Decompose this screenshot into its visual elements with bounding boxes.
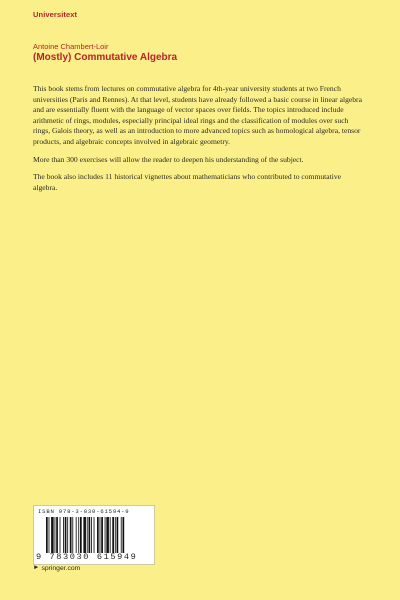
book-title: (Mostly) Commutative Algebra: [33, 52, 178, 63]
publisher-link[interactable]: [33, 565, 80, 572]
book-description: [33, 84, 365, 200]
barcode-bars: [46, 517, 148, 553]
arrow-icon: ►: [33, 564, 40, 572]
author-name: Antoine Chambert-Loir: [33, 42, 109, 51]
isbn-barcode: [33, 505, 155, 565]
description-paragraph: This book stems from lectures on commutative algebra for 4th-year university students at two French universities (Paris and Rennes). At that level, students have already followed a basic course in linear algebra and are essentially fluent with the language of vector spaces over fields. The topics introduced include arithmetic of rings, modules, especially principal ideal rings and the classification of modules over such rings, Galois theory, as well as an introduction to more advanced topics such as homological algebra, tensor products, and algebraic concepts involved in algebraic geometry.: [33, 84, 362, 146]
series-name: Universitext: [33, 10, 78, 19]
ean-digits: 9 783030 615949: [36, 552, 138, 562]
isbn-text: ISBN 978-3-030-61594-9: [38, 508, 130, 515]
description-paragraph: More than 300 exercises will allow the reader to deepen his understanding of the subject.: [33, 154, 304, 164]
description-paragraph: The book also includes 11 historical vignettes about mathematicians who contributed to commutative algebra.: [33, 172, 342, 192]
publisher-url: springer.com: [41, 565, 81, 572]
